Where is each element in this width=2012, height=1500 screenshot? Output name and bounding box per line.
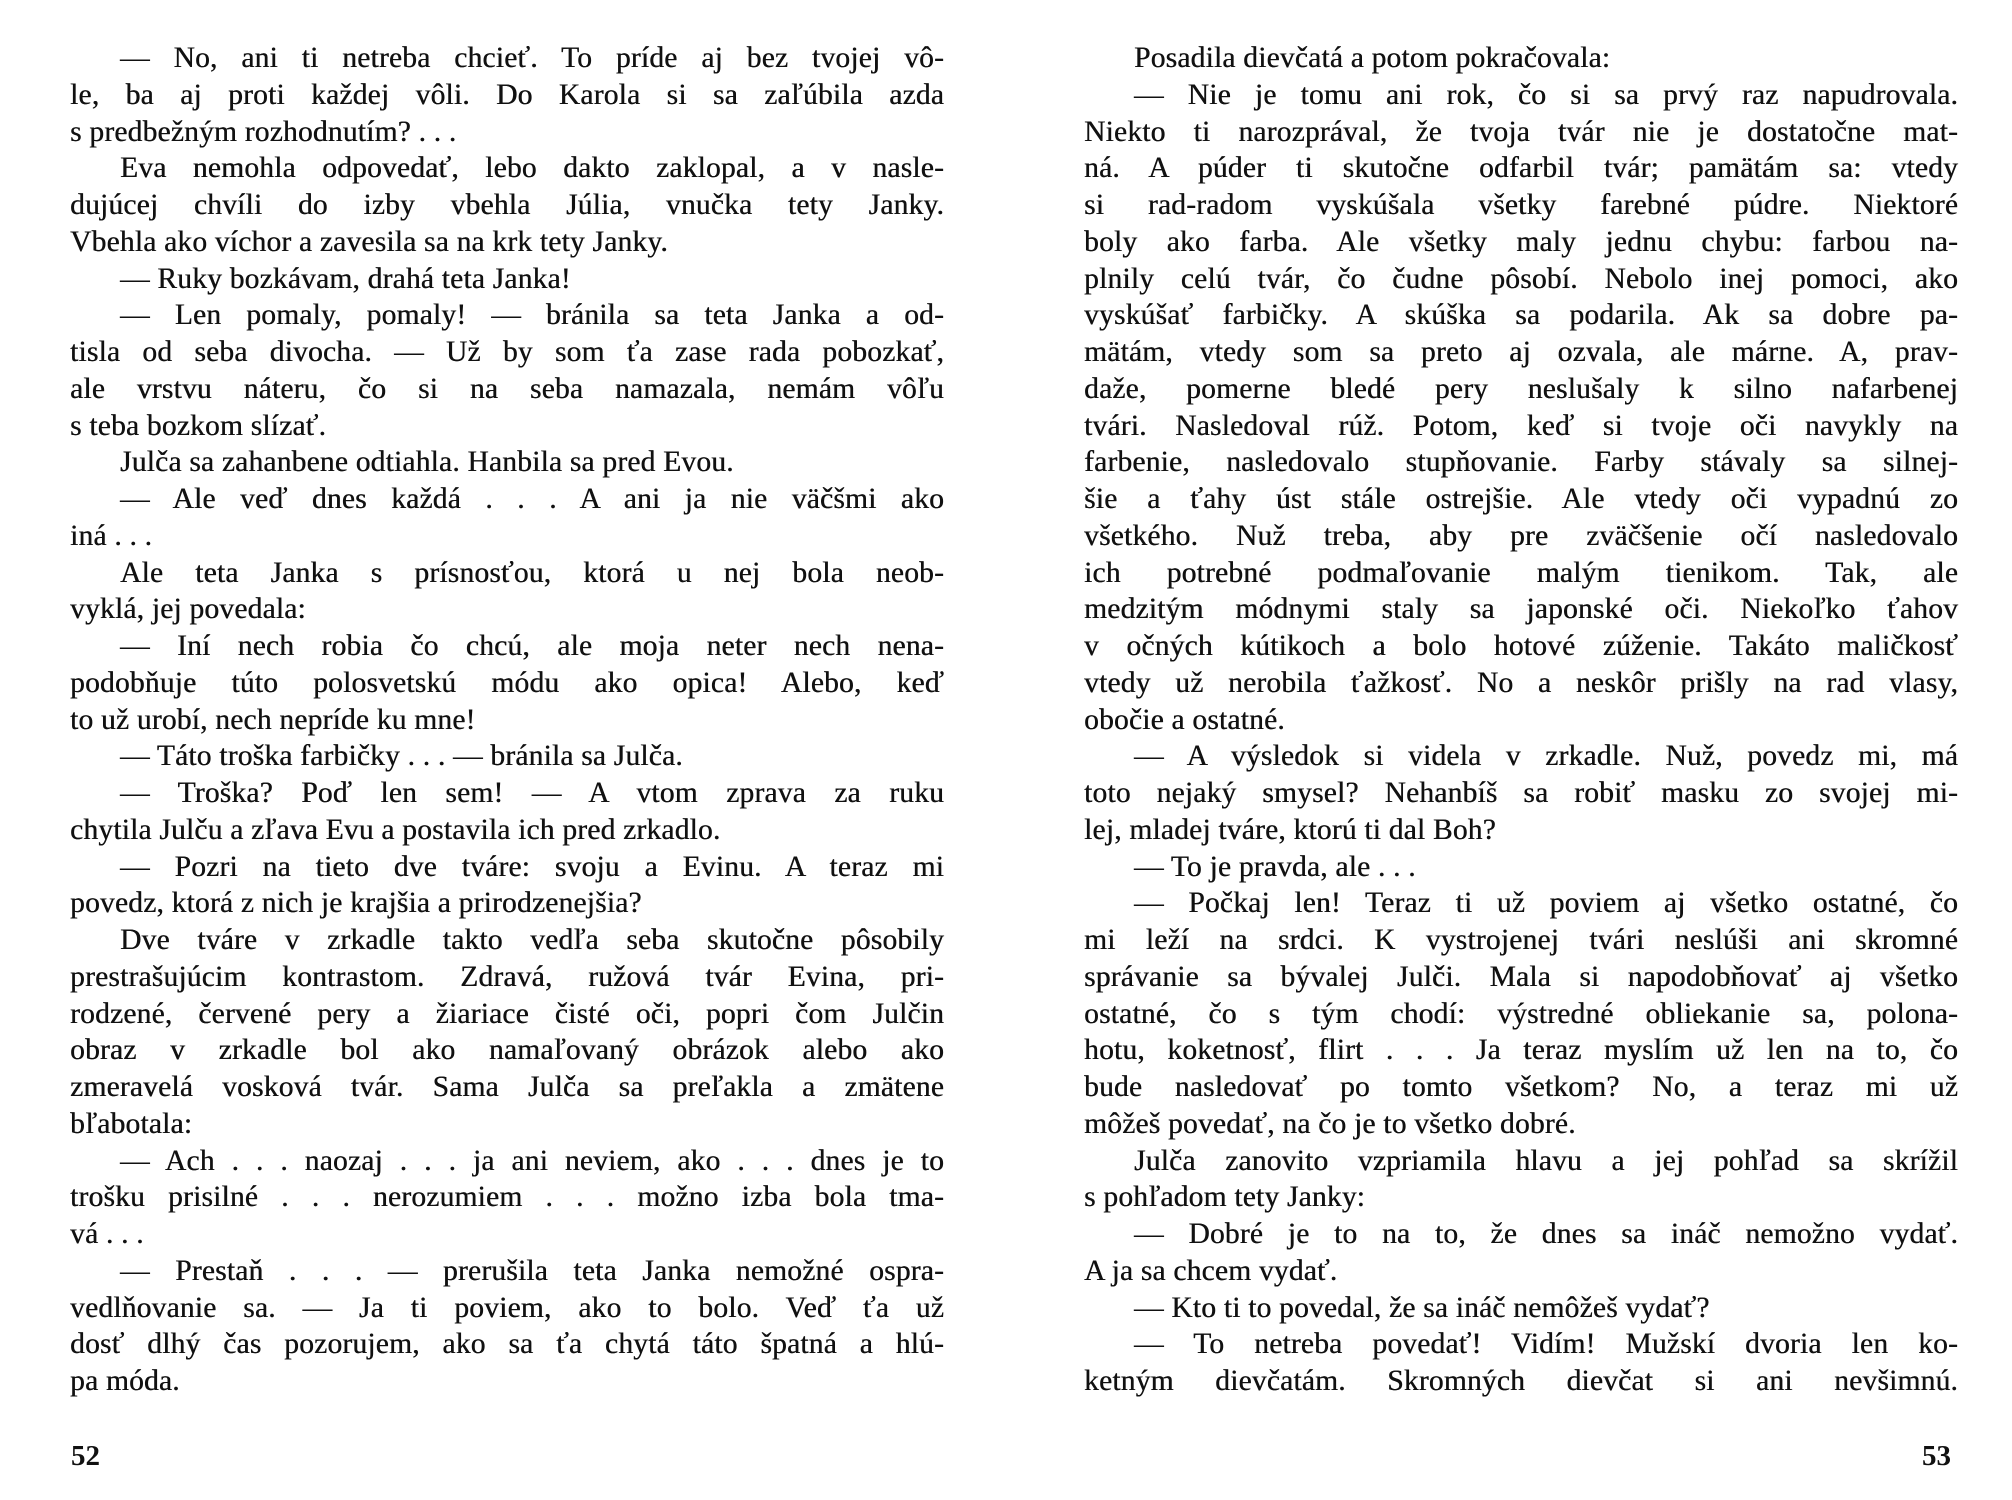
text-line: vyklá, jej povedala:	[70, 593, 306, 626]
text-line: — Pozri na tieto dve tváre: svoju a Evinu. A teraz mi	[120, 850, 944, 883]
paragraph	[70, 849, 944, 923]
text-line: — Nie je tomu ani rok, čo si sa prvý raz napudrovala.	[1134, 78, 1958, 111]
text-line: všetkého. Nuž treba, aby pre zväčšenie očí nasledovalo	[1084, 519, 1958, 552]
paragraph	[70, 775, 944, 849]
text-line: tvári. Nasledoval rúž. Potom, keď si tvoje oči navykly na	[1084, 409, 1958, 442]
text-line: — To netreba povedať! Vidím! Mužskí dvoria len ko-	[1134, 1328, 1958, 1361]
text-line: Eva nemohla odpovedať, lebo dakto zaklopal, a v nasle-	[120, 152, 944, 185]
text-line: lej, mladej tváre, ktorú ti dal Boh?	[1084, 813, 1496, 846]
paragraph	[70, 1253, 944, 1400]
text-line: vyskúšať farbičky. A skúška sa podarila. Ak sa dobre pa-	[1084, 299, 1958, 332]
text-line: boly ako farba. Ale všetky maly jednu chybu: farbou na-	[1084, 225, 1958, 258]
paragraph	[1084, 738, 1958, 848]
paragraph	[70, 40, 944, 150]
text-line: Julča sa zahanbene odtiahla. Hanbila sa pred Evou.	[120, 446, 734, 479]
text-line: trošku prisilné . . . nerozumiem . . . možno izba bola tma-	[70, 1181, 944, 1214]
text-line: ich potrebné podmaľovanie malým tienikom. Tak, ale	[1084, 556, 1958, 589]
text-line: farbenie, nasledovalo stupňovanie. Farby stávaly sa silnej-	[1084, 446, 1958, 479]
text-line: tisla od seba divocha. — Už by som ťa zase rada pobozkať,	[70, 336, 944, 368]
text-line: ketným dievčatám. Skromných dievčat si ani nevšimnú.	[1084, 1365, 1958, 1397]
text-line: ná. A púder ti skutočne odfarbil tvár; pamätám sa: vtedy	[1084, 152, 1958, 185]
text-line: dosť dlhý čas pozorujem, ako sa ťa chytá táto špatná a hlú-	[70, 1328, 944, 1361]
text-line: s pohľadom tety Janky:	[1084, 1181, 1366, 1214]
paragraph	[70, 481, 944, 555]
text-line: vedlňovanie sa. — Ja ti poviem, ako to bolo. Veď ťa už	[70, 1291, 944, 1324]
text-line: Ale teta Janka s prísnosťou, ktorá u nej bola neob-	[120, 556, 944, 589]
text-line: vtedy už nerobila ťažkosť. No a neskôr prišly na rad vlasy,	[1084, 666, 1958, 699]
paragraph	[70, 150, 944, 260]
text-line: — Iní nech robia čo chcú, ale moja neter nech nena-	[120, 630, 944, 662]
text-line: to už urobí, nech nepríde ku mne!	[70, 703, 476, 736]
paragraph	[1084, 1143, 1958, 1217]
paragraph	[70, 555, 944, 629]
paragraph	[1084, 1326, 1958, 1400]
paragraph	[1084, 885, 1958, 1142]
paragraph	[1084, 77, 1958, 739]
text-line: vá . . .	[70, 1218, 144, 1250]
text-line: správanie sa bývalej Julči. Mala si napodobňovať aj všetko	[1084, 960, 1958, 993]
text-line: Niekto ti narozprával, že tvoja tvár nie je dostatočne mat-	[1084, 115, 1958, 148]
text-line: le, ba aj proti každej vôli. Do Karola si sa zaľúbila azda	[70, 78, 944, 111]
text-line: môžeš povedať, na čo je to všetko dobré.	[1084, 1107, 1576, 1140]
text-line: — Ale veď dnes každá . . . A ani ja nie väčšmi ako	[120, 483, 944, 515]
paragraph	[70, 444, 944, 481]
text-line: Julča zanovito vzpriamila hlavu a jej pohľad sa skrížil	[1134, 1144, 1958, 1177]
left-page-text	[70, 40, 944, 1400]
paragraph	[1084, 40, 1958, 77]
text-line: hotu, koketnosť, flirt . . . Ja teraz myslím už len na to, čo	[1084, 1034, 1958, 1067]
text-line: s teba bozkom slízať.	[70, 409, 327, 442]
text-line: ale vrstvu náteru, čo si na seba namazala, nemám vôľu	[70, 372, 944, 405]
text-line: rodzené, červené pery a žiariace čisté oči, popri čom Julčin	[70, 997, 944, 1030]
text-line: Posadila dievčatá a potom pokračovala:	[1134, 42, 1611, 74]
text-line: mi leží na srdci. K vystrojenej tvári neslúši ani skromné	[1084, 924, 1958, 956]
text-line: pa móda.	[70, 1365, 180, 1397]
text-line: — Táto troška farbičky . . . — bránila sa Julča.	[120, 740, 683, 773]
text-line: — Ruky bozkávam, drahá teta Janka!	[120, 262, 571, 295]
text-line: A ja sa chcem vydať.	[1084, 1254, 1338, 1287]
text-line: daže, pomerne bledé pery neslušaly k silno nafarbenej	[1084, 372, 1958, 405]
text-line: medzitým módnymi staly sa japonské oči. Niekoľko ťahov	[1084, 593, 1958, 626]
text-line: plnily celú tvár, čo čudne pôsobí. Nebolo inej pomoci, ako	[1084, 262, 1958, 295]
right-page-text	[1084, 40, 1958, 1400]
text-line: — No, ani ti netreba chcieť. To príde aj bez tvojej vô-	[120, 42, 944, 74]
text-line: prestrašujúcim kontrastom. Zdravá, ružová tvár Evina, pri-	[70, 960, 944, 993]
text-line: — Počkaj len! Teraz ti už poviem aj všetko ostatné, čo	[1134, 887, 1958, 920]
text-line: si rad-radom vyskúšala všetky farebné púdre. Niektoré	[1084, 189, 1958, 221]
text-line: bľabotala:	[70, 1107, 193, 1140]
paragraph	[1084, 1216, 1958, 1290]
text-line: Dve tváre v zrkadle takto vedľa seba skutočne pôsobily	[120, 924, 944, 956]
paragraph	[70, 738, 944, 775]
text-line: povedz, ktorá z nich je krajšia a prirodzenejšia?	[70, 887, 642, 920]
text-line: iná . . .	[70, 519, 153, 552]
text-line: chytila Julču a zľava Evu a postavila ich pred zrkadlo.	[70, 813, 721, 846]
text-line: mätám, vtedy som sa preto aj ozvala, ale márne. A, prav-	[1084, 336, 1958, 368]
page-number-right: 53	[1922, 1440, 1951, 1472]
text-line: — Prestaň . . . — prerušila teta Janka nemožné ospra-	[120, 1254, 944, 1287]
paragraph	[70, 628, 944, 738]
text-line: Vbehla ako víchor a zavesila sa na krk tety Janky.	[70, 225, 668, 258]
text-line: šie a ťahy úst stále ostrejšie. Ale vtedy oči vypadnú zo	[1084, 483, 1958, 515]
text-line: toto nejaký smysel? Nehanbíš sa robiť masku zo svojej mi-	[1084, 777, 1958, 809]
text-line: bude nasledovať po tomto všetkom? No, a teraz mi už	[1084, 1071, 1958, 1103]
text-line: zmeravelá vosková tvár. Sama Julča sa preľakla a zmätene	[70, 1071, 944, 1103]
text-line: ostatné, čo s tým chodí: výstredné obliekanie sa, polona-	[1084, 997, 1958, 1030]
text-line: — A výsledok si videla v zrkadle. Nuž, povedz mi, má	[1134, 740, 1958, 773]
text-line: — Len pomaly, pomaly! — bránila sa teta Janka a od-	[120, 299, 944, 332]
paragraph	[1084, 849, 1958, 886]
text-line: — To je pravda, ale . . .	[1134, 850, 1416, 883]
paragraph	[70, 297, 944, 444]
paragraph	[70, 922, 944, 1143]
text-line: — Kto ti to povedal, že sa ináč nemôžeš vydať?	[1134, 1291, 1710, 1324]
page-number-left: 52	[71, 1440, 100, 1472]
text-line: s predbežným rozhodnutím? . . .	[70, 115, 457, 148]
text-line: — Troška? Poď len sem! — A vtom zprava za ruku	[120, 777, 944, 809]
paragraph	[70, 1143, 944, 1253]
text-line: v očných kútikoch a bolo hotové zúženie. Takáto maličkosť	[1084, 630, 1958, 662]
paragraph	[70, 261, 944, 298]
text-line: podobňuje túto polosvetskú módu ako opica! Alebo, keď	[70, 666, 944, 699]
text-line: obraz v zrkadle bol ako namaľovaný obrázok alebo ako	[70, 1034, 944, 1067]
paragraph	[1084, 1290, 1958, 1327]
text-line: obočie a ostatné.	[1084, 703, 1285, 736]
text-line: dujúcej chvíli do izby vbehla Júlia, vnučka tety Janky.	[70, 189, 944, 221]
text-line: — Ach . . . naozaj . . . ja ani neviem, ako . . . dnes je to	[120, 1144, 944, 1177]
text-line: — Dobré je to na to, že dnes sa ináč nemožno vydať.	[1134, 1218, 1958, 1250]
